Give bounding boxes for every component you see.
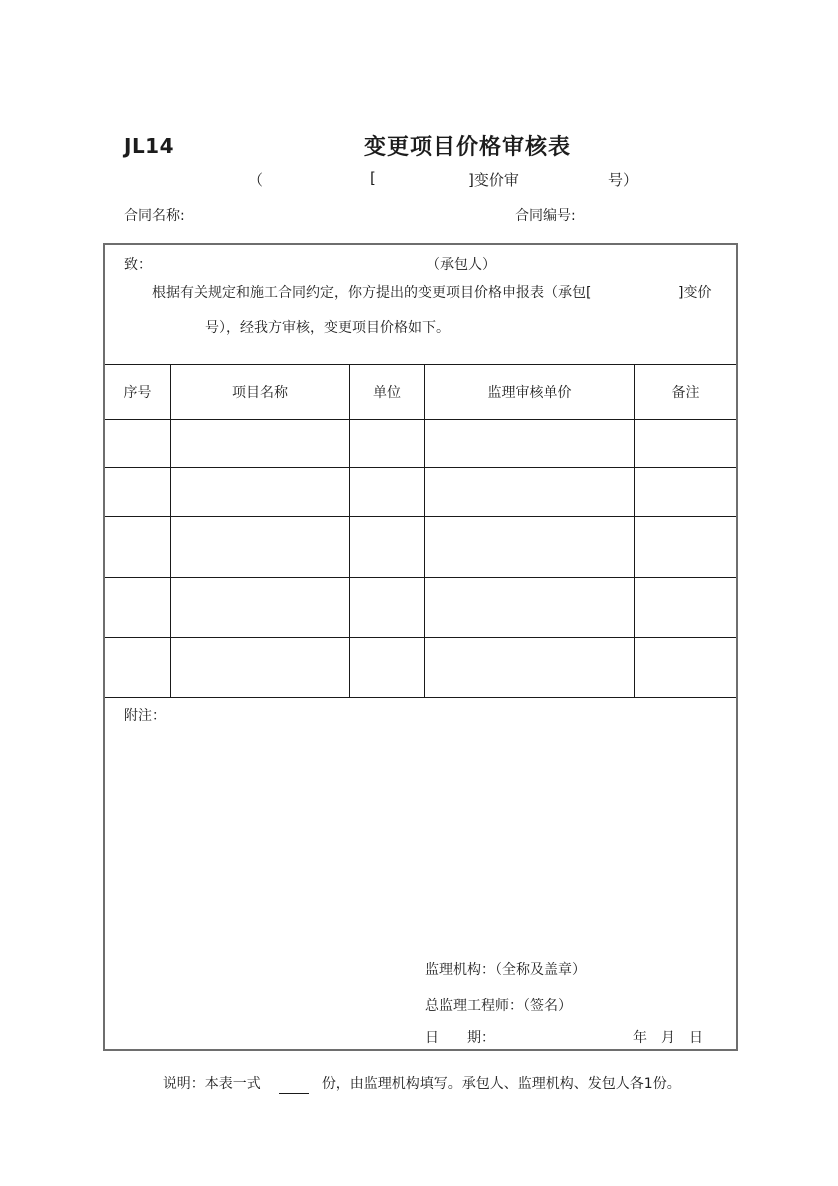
table-cell-empty[interactable]	[635, 517, 736, 578]
table-header-unit: 单位	[350, 365, 425, 420]
page-title: 变更项目价格审核表	[364, 135, 572, 160]
table-cell-empty[interactable]	[171, 517, 350, 578]
contract-number-label: 合同编号:	[515, 208, 576, 224]
table-cell-empty[interactable]	[171, 468, 350, 517]
table-cell-empty[interactable]	[105, 578, 171, 638]
table-cell-empty[interactable]	[635, 638, 736, 698]
table-cell-empty[interactable]	[425, 638, 635, 698]
form-box	[103, 243, 738, 1051]
table-cell-empty[interactable]	[425, 578, 635, 638]
contract-name-label: 合同名称:	[124, 208, 185, 224]
table-cell-empty[interactable]	[425, 420, 635, 468]
notice-body-line1-suffix: ]变价	[678, 285, 712, 301]
table-cell-empty[interactable]	[350, 578, 425, 638]
notice-body-line1: 根据有关规定和施工合同约定，你方提出的变更项目价格申报表（承包[	[152, 285, 592, 301]
copies-count-blank[interactable]	[279, 1083, 309, 1094]
table-header-item-name: 项目名称	[171, 365, 350, 420]
notice-body-line2: 号），经我方审核，变更项目价格如下。	[205, 320, 450, 336]
table-cell-empty[interactable]	[105, 468, 171, 517]
table-header-audited-price: 监理审核单价	[425, 365, 635, 420]
table-cell-empty[interactable]	[171, 578, 350, 638]
date-ymd-placeholder: 年 月 日	[633, 1030, 703, 1046]
date-label: 日 期：	[425, 1030, 495, 1046]
table-cell-empty[interactable]	[350, 468, 425, 517]
footer-note	[145, 1057, 681, 1109]
table-cell-empty[interactable]	[350, 420, 425, 468]
subtitle-bracket-close-label: ]变价审	[468, 171, 519, 189]
table-cell-empty[interactable]	[425, 468, 635, 517]
contractor-placeholder: （承包人）	[426, 257, 496, 273]
table-cell-empty[interactable]	[171, 420, 350, 468]
table-header-index: 序号	[105, 365, 171, 420]
table-cell-empty[interactable]	[425, 517, 635, 578]
subtitle-paren-open: （	[248, 171, 264, 189]
table-cell-empty[interactable]	[350, 517, 425, 578]
table-cell-empty[interactable]	[635, 468, 736, 517]
table-cell-empty[interactable]	[635, 420, 736, 468]
table-cell-empty[interactable]	[171, 638, 350, 698]
notes-blank-area[interactable]	[105, 725, 736, 955]
footer-note-prefix: 说明：本表一式	[162, 1076, 261, 1092]
price-table	[105, 364, 736, 698]
subtitle-number-suffix: 号）	[608, 171, 639, 189]
supervision-org-label: 监理机构：（全称及盖章）	[425, 962, 586, 978]
notes-label: 附注：	[124, 708, 166, 724]
table-cell-empty[interactable]	[105, 638, 171, 698]
table-cell-empty[interactable]	[350, 638, 425, 698]
table-header-remarks: 备注	[635, 365, 736, 420]
table-cell-empty[interactable]	[635, 578, 736, 638]
chief-engineer-label: 总监理工程师：（签名）	[425, 998, 572, 1014]
table-cell-empty[interactable]	[105, 420, 171, 468]
footer-note-suffix: 份，由监理机构填写。承包人、监理机构、发包人各1份。	[321, 1076, 681, 1092]
table-cell-empty[interactable]	[105, 517, 171, 578]
to-label: 致：	[124, 257, 152, 273]
form-code: JL14	[124, 134, 175, 158]
subtitle-bracket-open: [	[370, 169, 376, 187]
